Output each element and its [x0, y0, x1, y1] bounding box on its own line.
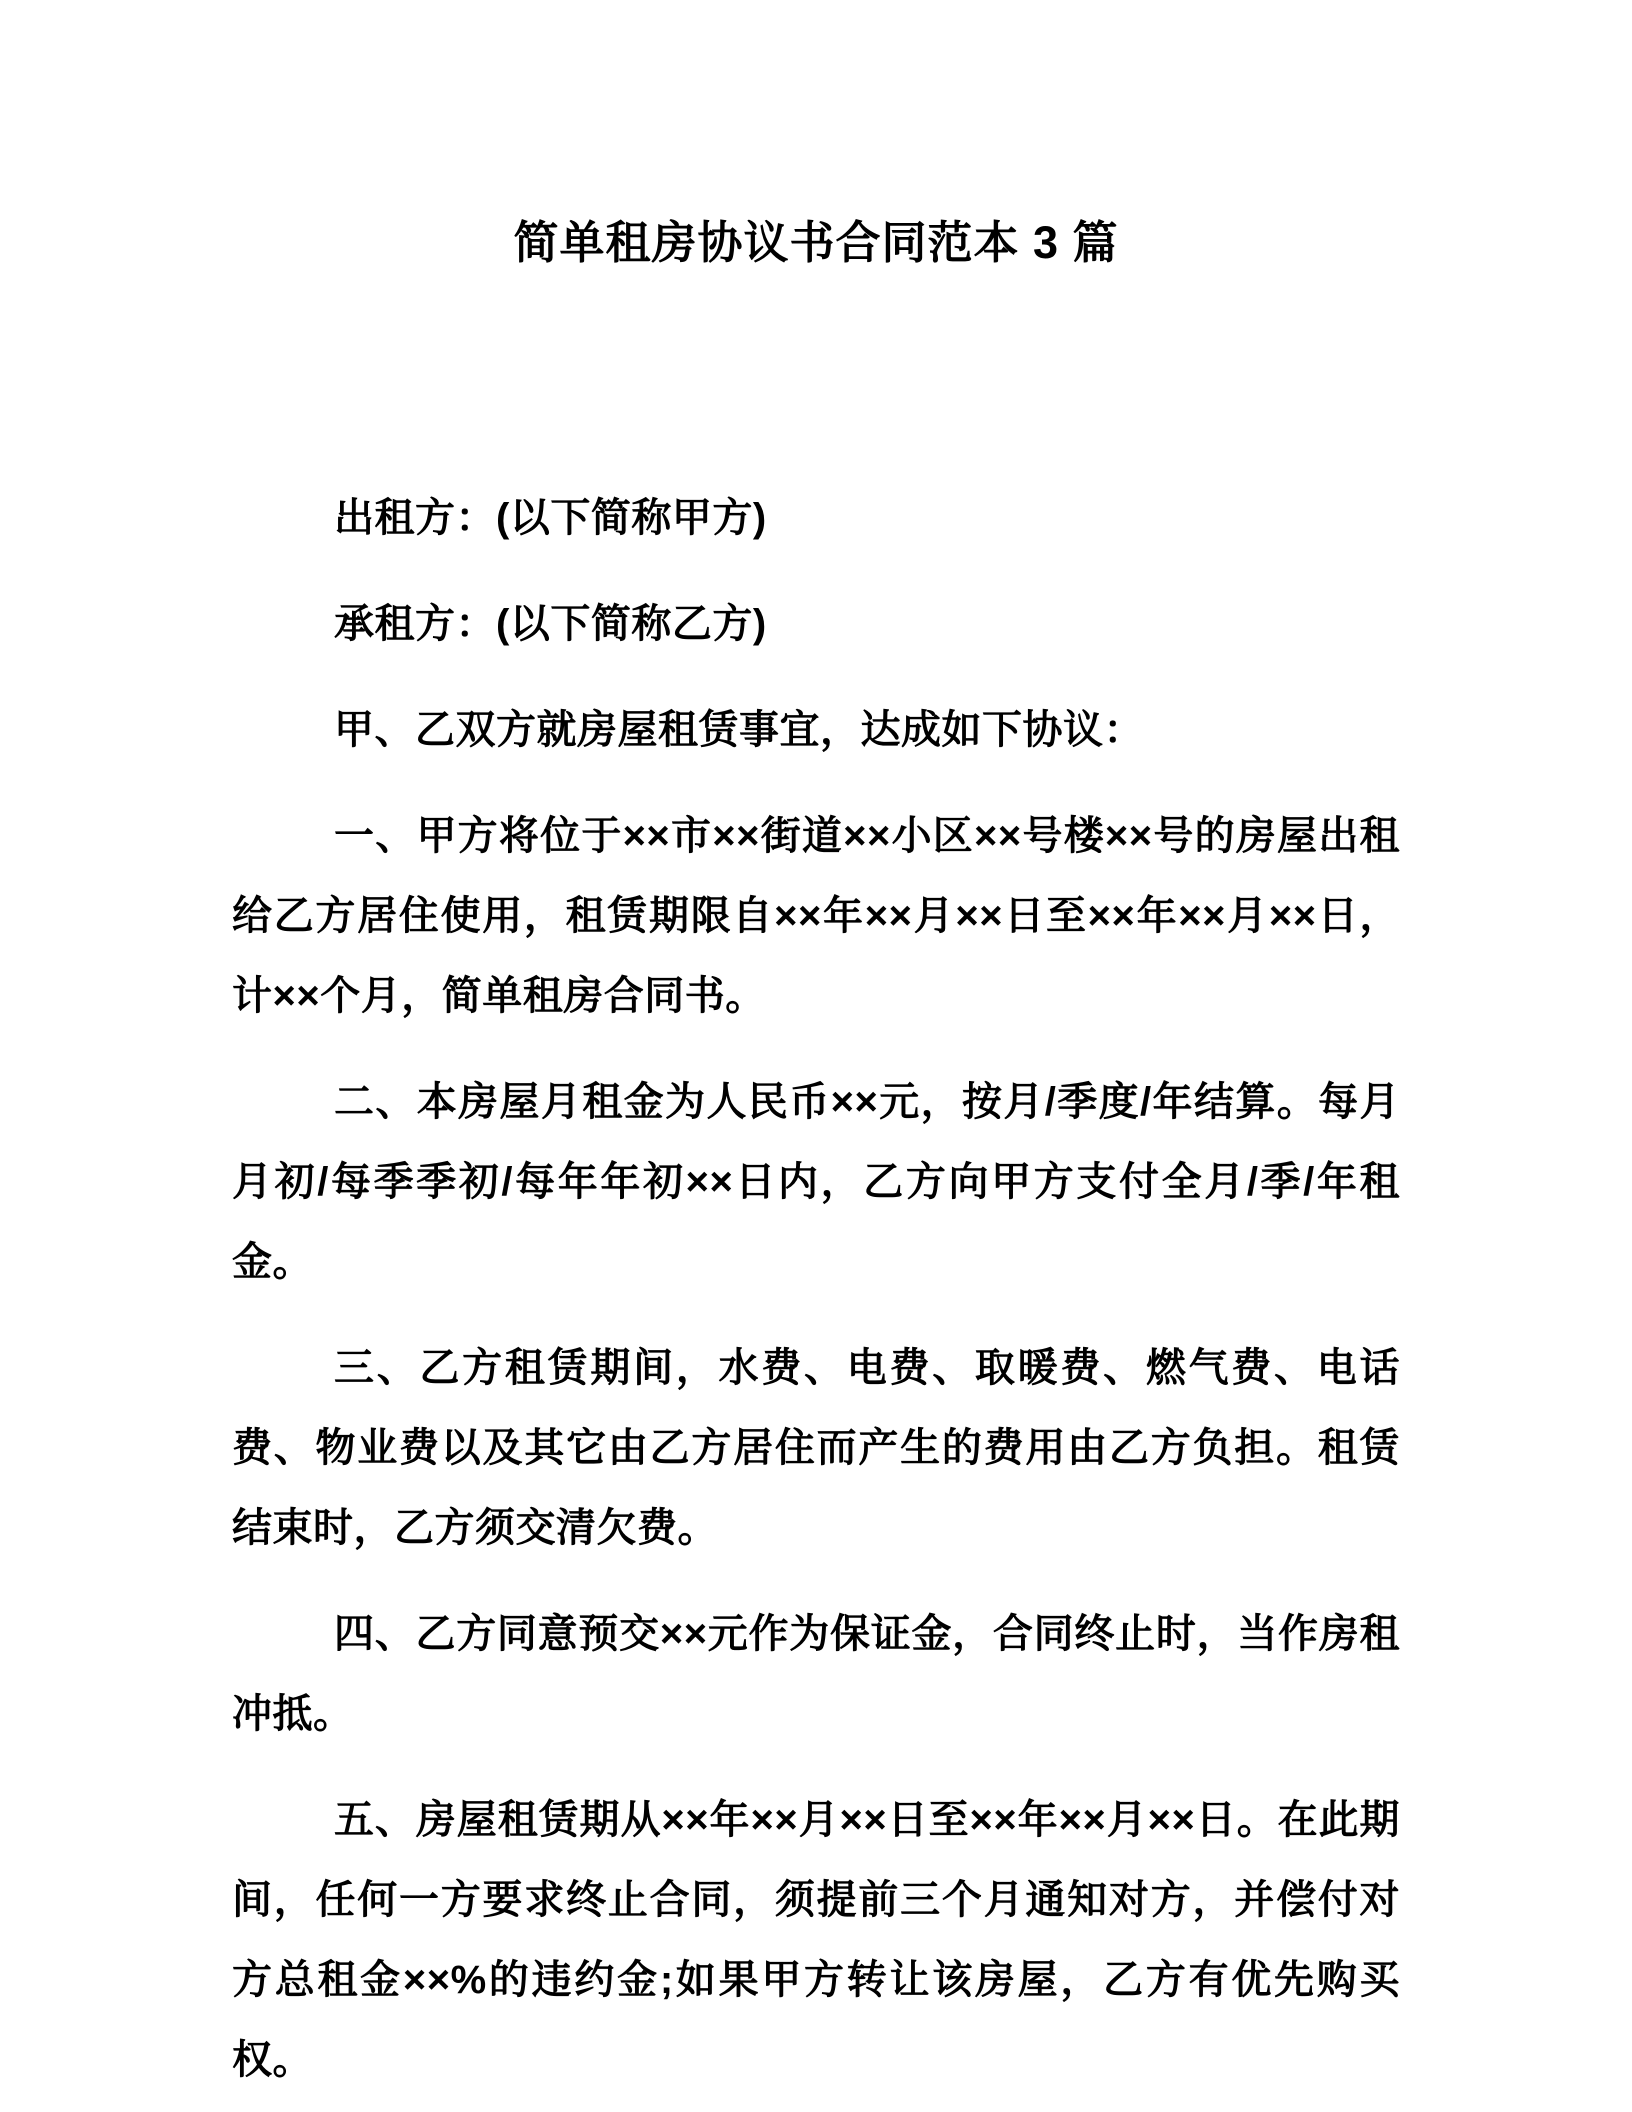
paragraph-lessor: 出租方：(以下简称甲方) — [334, 496, 767, 540]
paragraph-clause-2: 二、本房屋月租金为人民币××元，按月/季度/年结算。每月月初/每季季初/每年年初××日内，乙方向甲方支付全月/季/年租金。 — [232, 1080, 1400, 1284]
paragraph-clause-3: 三、乙方租赁期间，水费、电费、取暖费、燃气费、电话费、物业费以及其它由乙方居住而产生的费用由乙方负担。租赁结束时，乙方须交清欠费。 — [232, 1346, 1400, 1550]
paragraph-lessee: 承租方：(以下简称乙方) — [334, 602, 767, 646]
paragraph-clause-4: 四、乙方同意预交××元作为保证金，合同终止时，当作房租冲抵。 — [232, 1612, 1400, 1736]
paragraph-clause-1: 一、甲方将位于××市××街道××小区××号楼××号的房屋出租给乙方居住使用，租赁期限自××年××月××日至××年××月××日，计××个月，简单租房合同书。 — [232, 814, 1400, 1018]
paragraph-clause-5: 五、房屋租赁期从××年××月××日至××年××月××日。在此期间，任何一方要求终止合同，须提前三个月通知对方，并偿付对方总租金××%的违约金;如果甲方转让该房屋，乙方有优先购买权。 — [232, 1798, 1400, 2082]
document-title: 简单租房协议书合同范本 3 篇 — [513, 217, 1119, 268]
document-body — [0, 478, 1632, 2100]
paragraph-preamble: 甲、乙双方就房屋租赁事宜，达成如下协议： — [334, 708, 1144, 752]
